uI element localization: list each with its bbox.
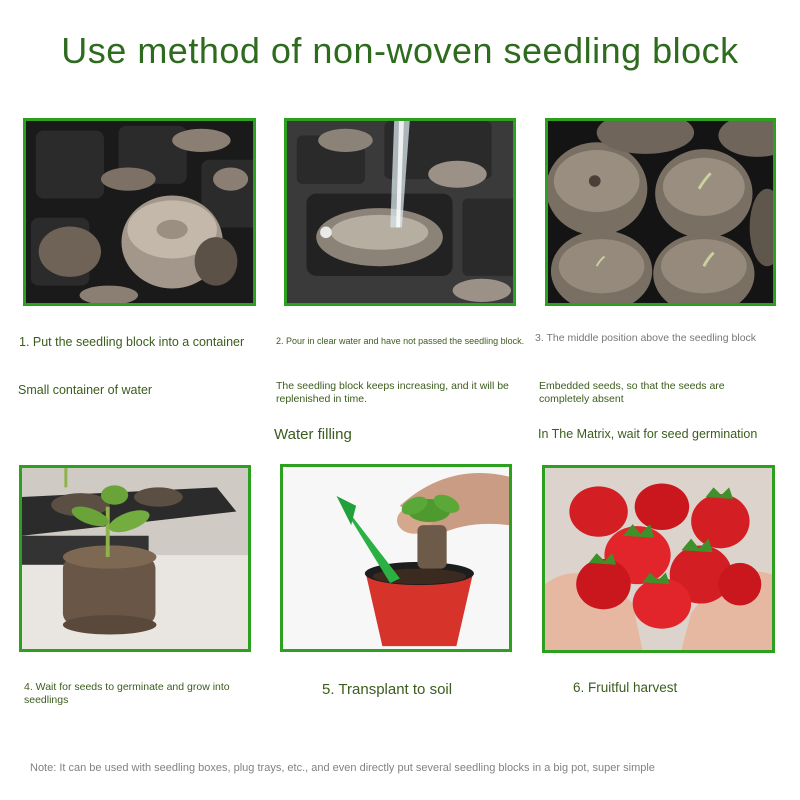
step-1-extra: Small container of water	[18, 383, 153, 397]
photo-transplant-pot	[280, 464, 512, 652]
step-2-label: 2. Pour in clear water and have not passed the seedling block.	[276, 336, 525, 346]
step-1-label: 1. Put the seedling block into a container	[19, 335, 245, 349]
page-title: Use method of non-woven seedling block	[61, 30, 739, 71]
step-2-extra: The seedling block keeps increasing, and it will be replenished in time.	[276, 380, 509, 406]
footnote: Note: It can be used with seedling boxes, plug trays, etc., and even directly put several seedling blocks in a big pot, super simple	[30, 762, 655, 774]
photo-pour-water	[284, 118, 516, 306]
step-3-extra: Embedded seeds, so that the seeds are completely absent	[539, 380, 725, 406]
step-4-label: 4. Wait for seeds to germinate and grow into seedlings	[24, 681, 230, 707]
step-3-extra2: In The Matrix, wait for seed germination	[538, 427, 758, 441]
step-6-label: 6. Fruitful harvest	[573, 680, 678, 695]
step-2-extra2: Water filling	[274, 426, 352, 443]
photo-embedded-seeds	[545, 118, 776, 306]
photo-strawberry-harvest	[542, 465, 775, 653]
step-3-label: 3. The middle position above the seedling block	[535, 332, 757, 344]
photo-seedling	[19, 465, 251, 652]
photo-block-in-tray	[23, 118, 256, 306]
step-5-label: 5. Transplant to soil	[322, 681, 453, 698]
